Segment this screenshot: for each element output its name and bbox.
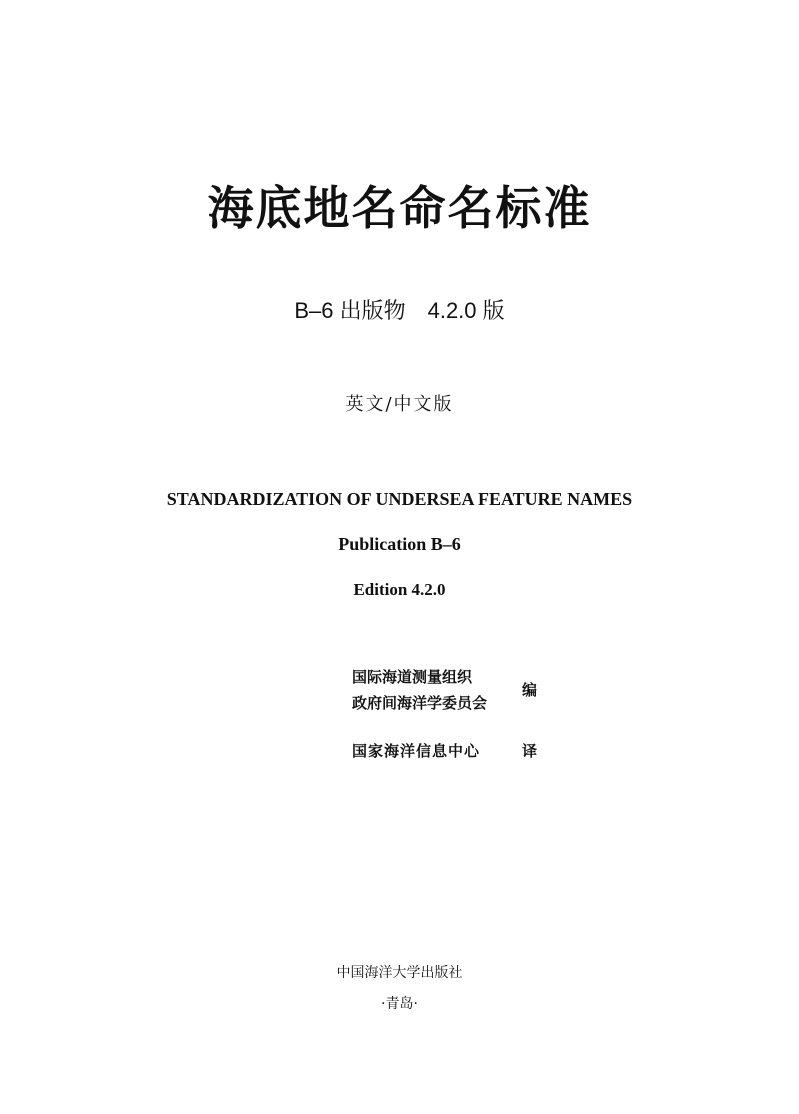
compile-role: 编 (522, 681, 538, 699)
publisher-city: ·青岛· (381, 996, 418, 1012)
publisher-name: 中国海洋大学出版社 (336, 965, 463, 981)
publication-subtitle-chinese: B–6 出版物 4.2.0 版 (294, 298, 505, 323)
credits-block (352, 664, 552, 760)
translator-org: 国家海洋信息中心 (352, 742, 481, 760)
publication-number-english: Publication B–6 (338, 534, 461, 554)
compilers-group (352, 664, 552, 716)
edition-english: Edition 4.2.0 (353, 580, 446, 599)
book-title-english: STANDARDIZATION OF UNDERSEA FEATURE NAMES (166, 489, 633, 509)
translate-role: 译 (522, 742, 538, 760)
compiler-iho: 国际海道测量组织 (352, 668, 473, 686)
book-title-chinese: 海底地名命名标准 (207, 181, 592, 235)
compiler-ioc: 政府间海洋学委员会 (352, 694, 488, 712)
translator-group (352, 738, 552, 764)
language-edition-label: 英文/中文版 (345, 394, 454, 415)
